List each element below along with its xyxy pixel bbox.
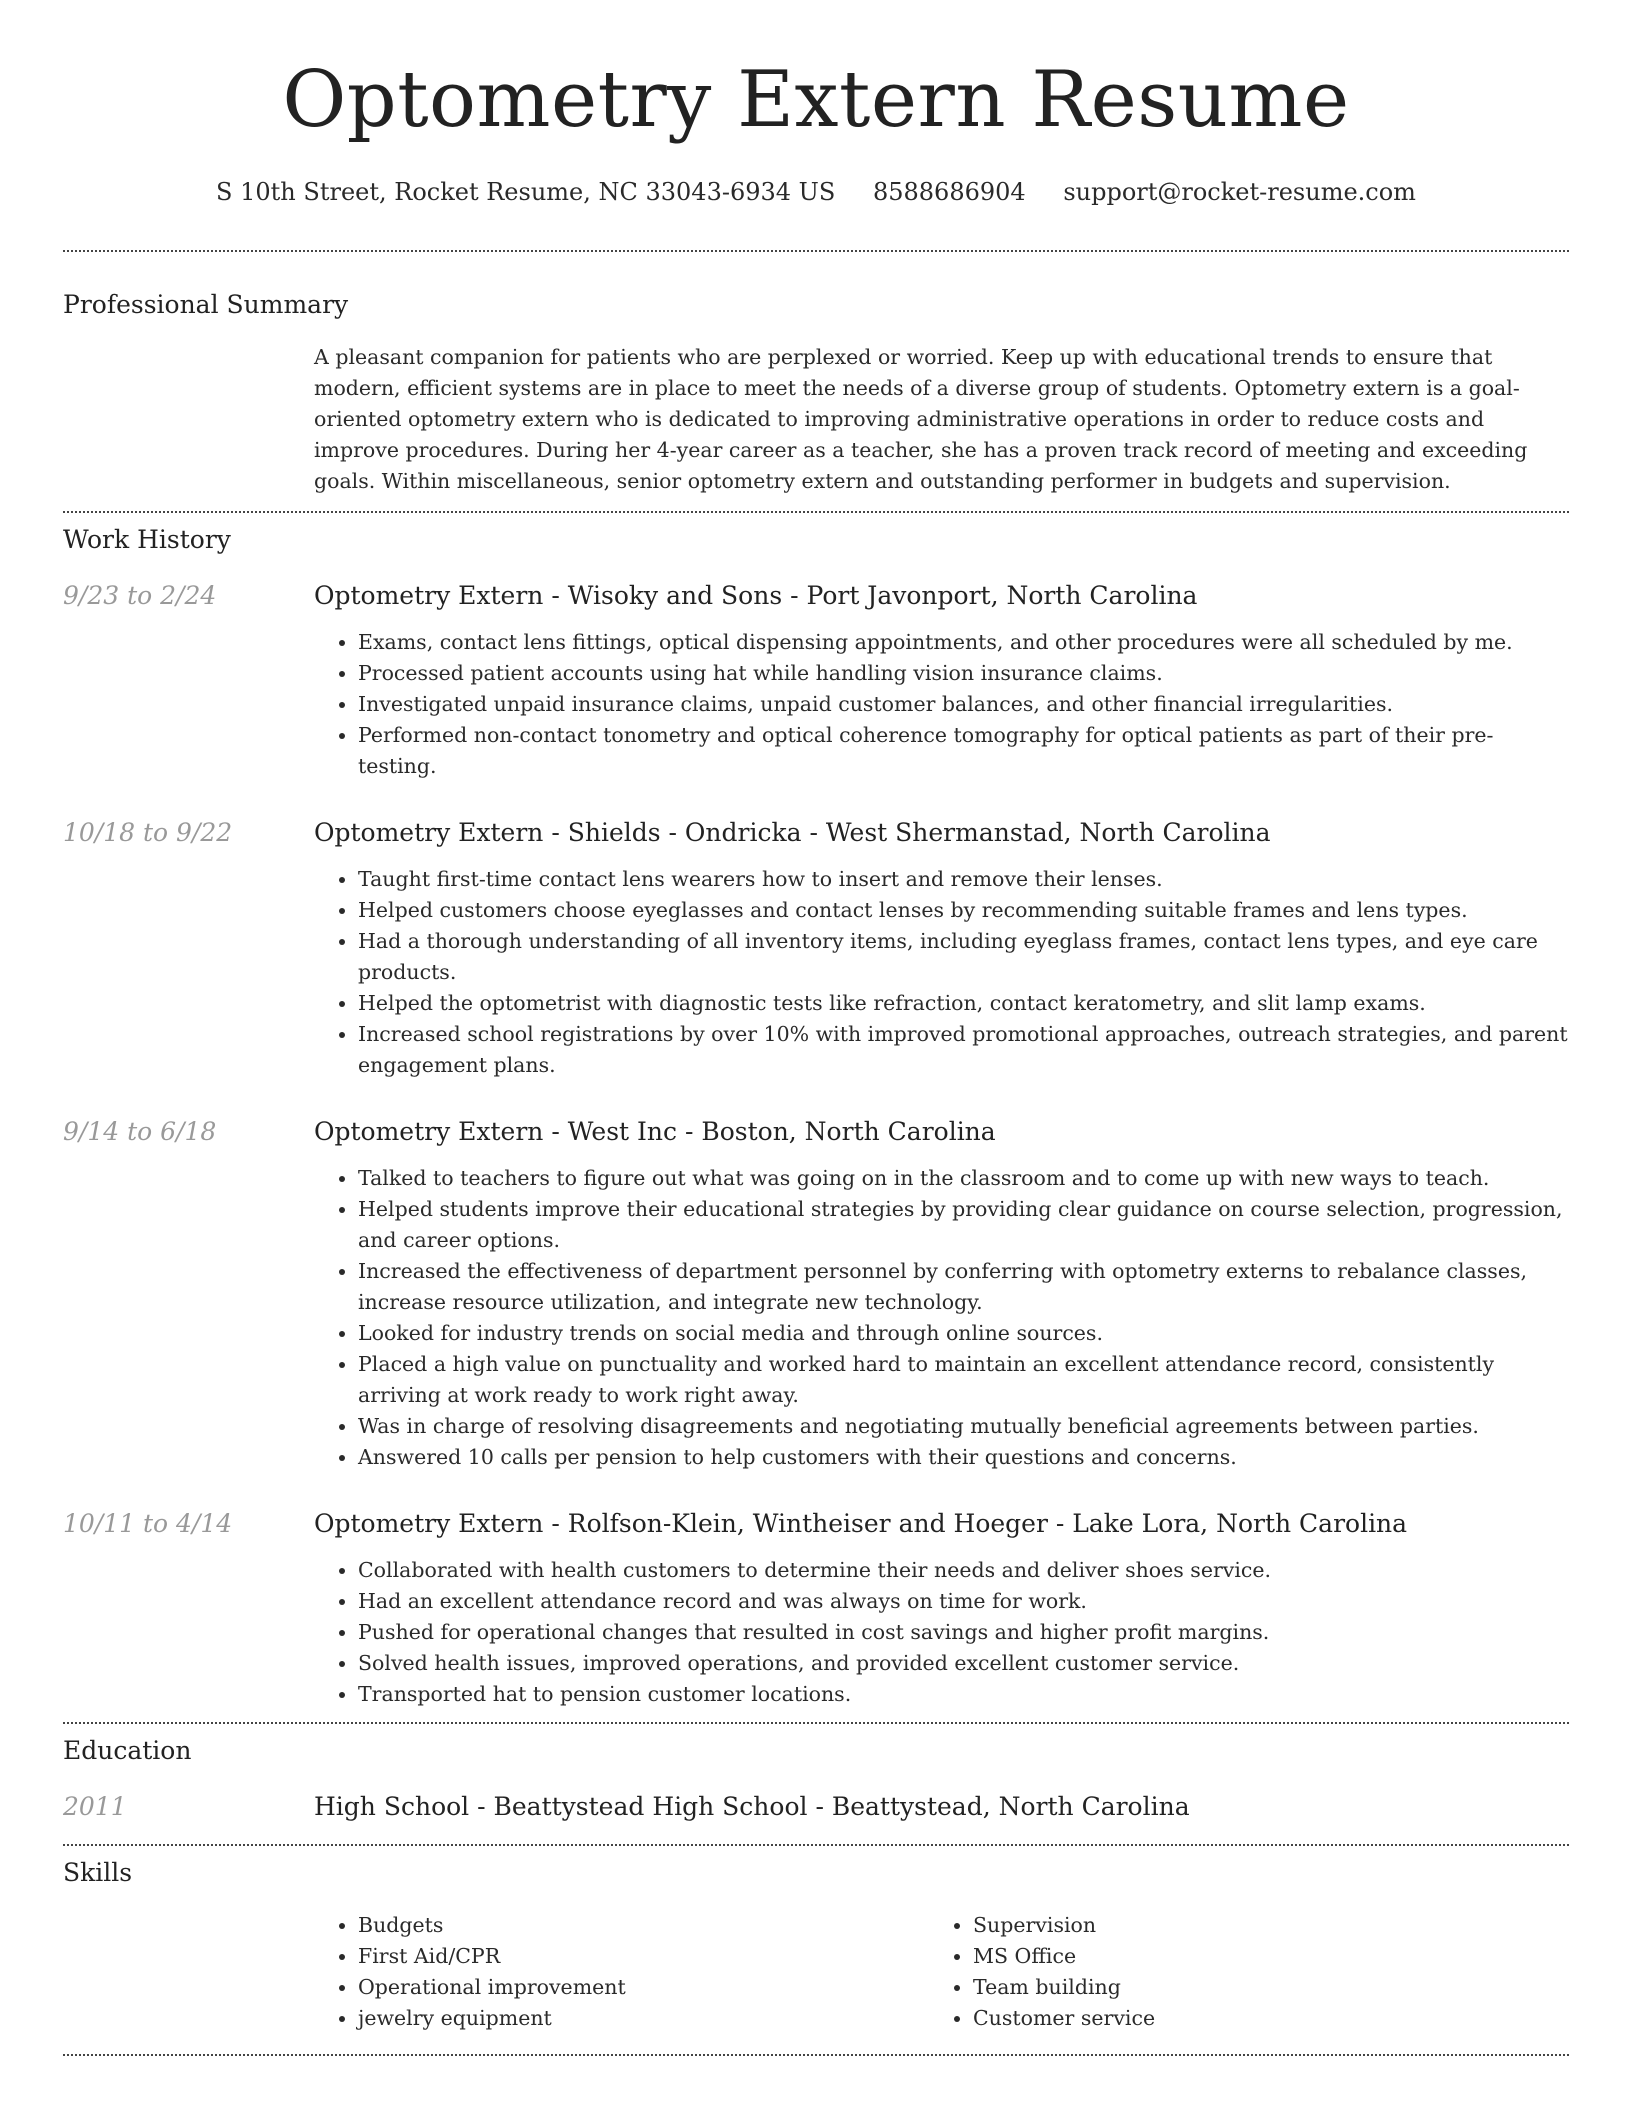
skill-item: • Supervision <box>973 1910 1155 1941</box>
job-entry <box>63 579 1569 782</box>
job-entry <box>63 816 1569 1081</box>
job-bullet: • Helped customers choose eyeglasses and contact lenses by recommending suitable frames and lens types. <box>358 895 1569 926</box>
skills-section <box>63 1846 1569 2034</box>
skill-item: • MS Office <box>973 1941 1155 1972</box>
job-entry <box>63 1507 1569 1710</box>
job-bullet: • Exams, contact lens fittings, optical dispensing appointments, and other procedures were all scheduled by me. <box>358 627 1569 658</box>
education-entry: High School - Beattystead High School - Beattystead, North Carolina <box>314 1792 1190 1821</box>
skill-item: • Operational improvement <box>358 1972 929 2003</box>
job-bullet: • Had an excellent attendance record and was always on time for work. <box>358 1586 1569 1617</box>
job-bullet: • Pushed for operational changes that resulted in cost savings and higher profit margins. <box>358 1617 1569 1648</box>
job-bullet: • Performed non-contact tonometry and optical coherence tomography for optical patients as part of their pre-testing. <box>358 720 1569 782</box>
job-bullet: • Processed patient accounts using hat while handling vision insurance claims. <box>358 658 1569 689</box>
resume-title: Optometry Extern Resume <box>282 55 1350 145</box>
job-bullet: • Answered 10 calls per pension to help customers with their questions and concerns. <box>358 1442 1569 1473</box>
job-bullet: • Transported hat to pension customer locations. <box>358 1679 1569 1710</box>
job-bullet: • Helped students improve their educational strategies by providing clear guidance on course selection, progression, and career options. <box>358 1194 1569 1256</box>
job-bullets <box>314 864 1569 1081</box>
job-title: Optometry Extern - West Inc - Boston, North Carolina <box>314 1117 996 1146</box>
job-bullet: • Taught first-time contact lens wearers how to insert and remove their lenses. <box>358 864 1569 895</box>
contact-email: support@rocket-resume.com <box>1063 178 1416 206</box>
job-bullet: • Helped the optometrist with diagnostic tests like refraction, contact keratometry, and slit lamp exams. <box>358 988 1569 1019</box>
skills-list <box>314 1910 929 2034</box>
summary-heading: Professional Summary <box>63 290 349 319</box>
job-dates: 9/23 to 2/24 <box>63 581 217 610</box>
job-dates: 10/18 to 9/22 <box>63 818 233 847</box>
job-title: Optometry Extern - Rolfson-Klein, Wintheiser and Hoeger - Lake Lora, North Carolina <box>314 1509 1408 1538</box>
job-dates: 9/14 to 6/18 <box>63 1117 217 1146</box>
job-bullets <box>314 627 1569 782</box>
education-year: 2011 <box>63 1792 127 1821</box>
job-bullet: • Increased school registrations by over 10% with improved promotional approaches, outreach strategies, and parent engagement plans. <box>358 1019 1569 1081</box>
summary-section <box>63 252 1569 497</box>
skill-item: • First Aid/CPR <box>358 1941 929 1972</box>
job-entry <box>63 1115 1569 1473</box>
skill-item: • jewelry equipment <box>358 2003 929 2034</box>
job-title: Optometry Extern - Shields - Ondricka - West Shermanstad, North Carolina <box>314 818 1271 847</box>
job-bullet: • Was in charge of resolving disagreements and negotiating mutually beneficial agreements between parties. <box>358 1411 1569 1442</box>
skills-list <box>929 1910 1155 2034</box>
summary-text: A pleasant companion for patients who are perplexed or worried. Keep up with educational trends to ensure that modern, efficient systems are in place to meet the needs of a diverse group of students. Optometry extern is a goal-oriented optometry extern who is dedicated to improving administrative operations in order to reduce costs and improve procedures. During her 4-year career as a teacher, she has a proven track record of meeting and exceeding goals. Within miscellaneous, senior optometry extern and outstanding performer in budgets and supervision. <box>314 345 1528 493</box>
job-bullets <box>314 1163 1569 1473</box>
job-bullet: • Looked for industry trends on social media and through online sources. <box>358 1318 1569 1349</box>
skill-item: • Team building <box>973 1972 1155 2003</box>
skill-item: • Customer service <box>973 2003 1155 2034</box>
contact-address: S 10th Street, Rocket Resume, NC 33043-6934 US <box>216 178 836 206</box>
job-bullet: • Investigated unpaid insurance claims, unpaid customer balances, and other financial irregularities. <box>358 689 1569 720</box>
job-title: Optometry Extern - Wisoky and Sons - Port Javonport, North Carolina <box>314 581 1198 610</box>
education-heading: Education <box>63 1736 192 1765</box>
divider <box>63 2054 1569 2056</box>
work-history-heading: Work History <box>63 525 231 554</box>
job-bullets <box>314 1555 1569 1710</box>
job-bullet: • Collaborated with health customers to determine their needs and deliver shoes service. <box>358 1555 1569 1586</box>
education-section <box>63 1724 1569 1824</box>
job-bullet: • Placed a high value on punctuality and worked hard to maintain an excellent attendance record, consistently arriving at work ready to work right away. <box>358 1349 1569 1411</box>
job-bullet: • Increased the effectiveness of department personnel by conferring with optometry externs to rebalance classes, increase resource utilization, and integrate new technology. <box>358 1256 1569 1318</box>
job-bullet: • Solved health issues, improved operations, and provided excellent customer service. <box>358 1648 1569 1679</box>
skills-heading: Skills <box>63 1858 133 1887</box>
job-bullet: • Talked to teachers to figure out what was going on in the classroom and to come up with new ways to teach. <box>358 1163 1569 1194</box>
job-bullet: • Had a thorough understanding of all inventory items, including eyeglass frames, contact lens types, and eye care products. <box>358 926 1569 988</box>
job-dates: 10/11 to 4/14 <box>63 1509 233 1538</box>
skill-item: • Budgets <box>358 1910 929 1941</box>
contact-line <box>63 176 1569 208</box>
work-history-section <box>63 513 1569 1710</box>
contact-phone: 8588686904 <box>872 178 1026 206</box>
